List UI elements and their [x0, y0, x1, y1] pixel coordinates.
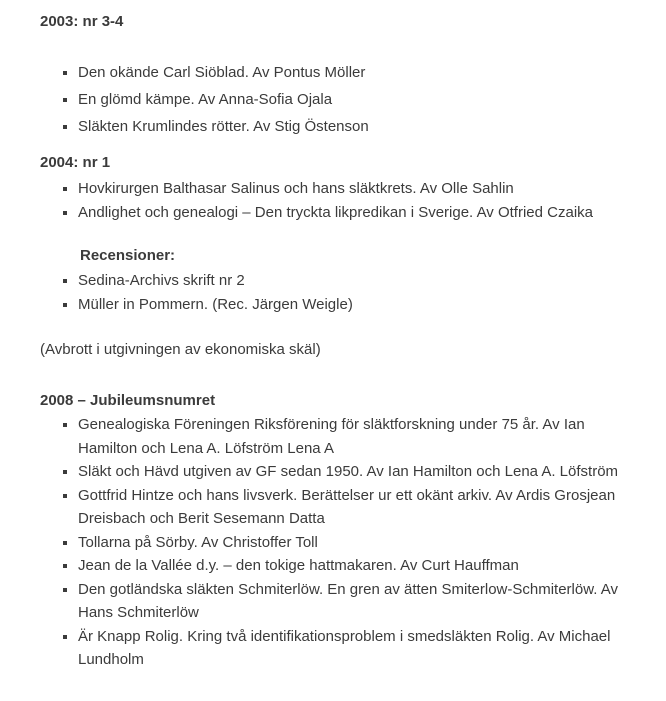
section-heading-2003: 2003: nr 3-4: [40, 13, 124, 30]
article-list-item: ▪ En glömd kämpe. Av Anna-Sofia Ojala: [78, 86, 638, 113]
review-list-item: ▪ Sedina-Archivs skrift nr 2: [78, 269, 638, 293]
section-heading-2008: 2008 – Jubileumsnumret: [40, 392, 216, 409]
review-list: [40, 269, 638, 316]
article-list-2008: [40, 413, 638, 672]
article-list-item: ▪ Andlighet och genealogi – Den tryckta likpredikan i Sverige. Av Otfried Czaika: [78, 201, 638, 225]
article-list-item: ▪ Hovkirurgen Balthasar Salinus och hans släktkrets. Av Olle Sahlin: [78, 177, 638, 201]
publication-gap-note: (Avbrott i utgivningen av ekonomiska skäl): [40, 341, 321, 358]
article-list-item: ▪ Släkten Krumlindes rötter. Av Stig Östenson: [78, 113, 638, 140]
article-list-item: ▪ Genealogiska Föreningen Riksförening för släktforskning under 75 år. Av Ian Hamilton och Lena A. Löfström Lena A: [78, 413, 638, 460]
article-list-item: ▪ Den okände Carl Siöblad. Av Pontus Möller: [78, 59, 638, 86]
article-list-item: ▪ Gottfrid Hintze och hans livsverk. Berättelser ur ett okänt arkiv. Av Ardis Grosjean Dreisbach och Berit Sesemann Datta: [78, 484, 638, 531]
article-list-item: ▪ Tollarna på Sörby. Av Christoffer Toll: [78, 531, 638, 555]
article-list-item: ▪ Jean de la Vallée d.y. – den tokige hattmakaren. Av Curt Hauffman: [78, 554, 638, 578]
review-list-item: ▪ Müller in Pommern. (Rec. Järgen Weigle): [78, 293, 638, 317]
article-list-2004: [40, 177, 638, 224]
article-list-item: ▪ Den gotländska släkten Schmiterlöw. En gren av ätten Smiterlow-Schmiterlöw. Av Hans Schmiterlöw: [78, 578, 638, 625]
article-list-item: ▪ Släkt och Hävd utgiven av GF sedan 1950. Av Ian Hamilton och Lena A. Löfström: [78, 460, 638, 484]
section-heading-2004: 2004: nr 1: [40, 154, 111, 171]
article-list-2003: [40, 59, 638, 140]
subheading-recensioner: Recensioner:: [80, 247, 176, 264]
article-list-item: ▪ Är Knapp Rolig. Kring två identifikationsproblem i smedsläkten Rolig. Av Michael Lundholm: [78, 625, 638, 672]
